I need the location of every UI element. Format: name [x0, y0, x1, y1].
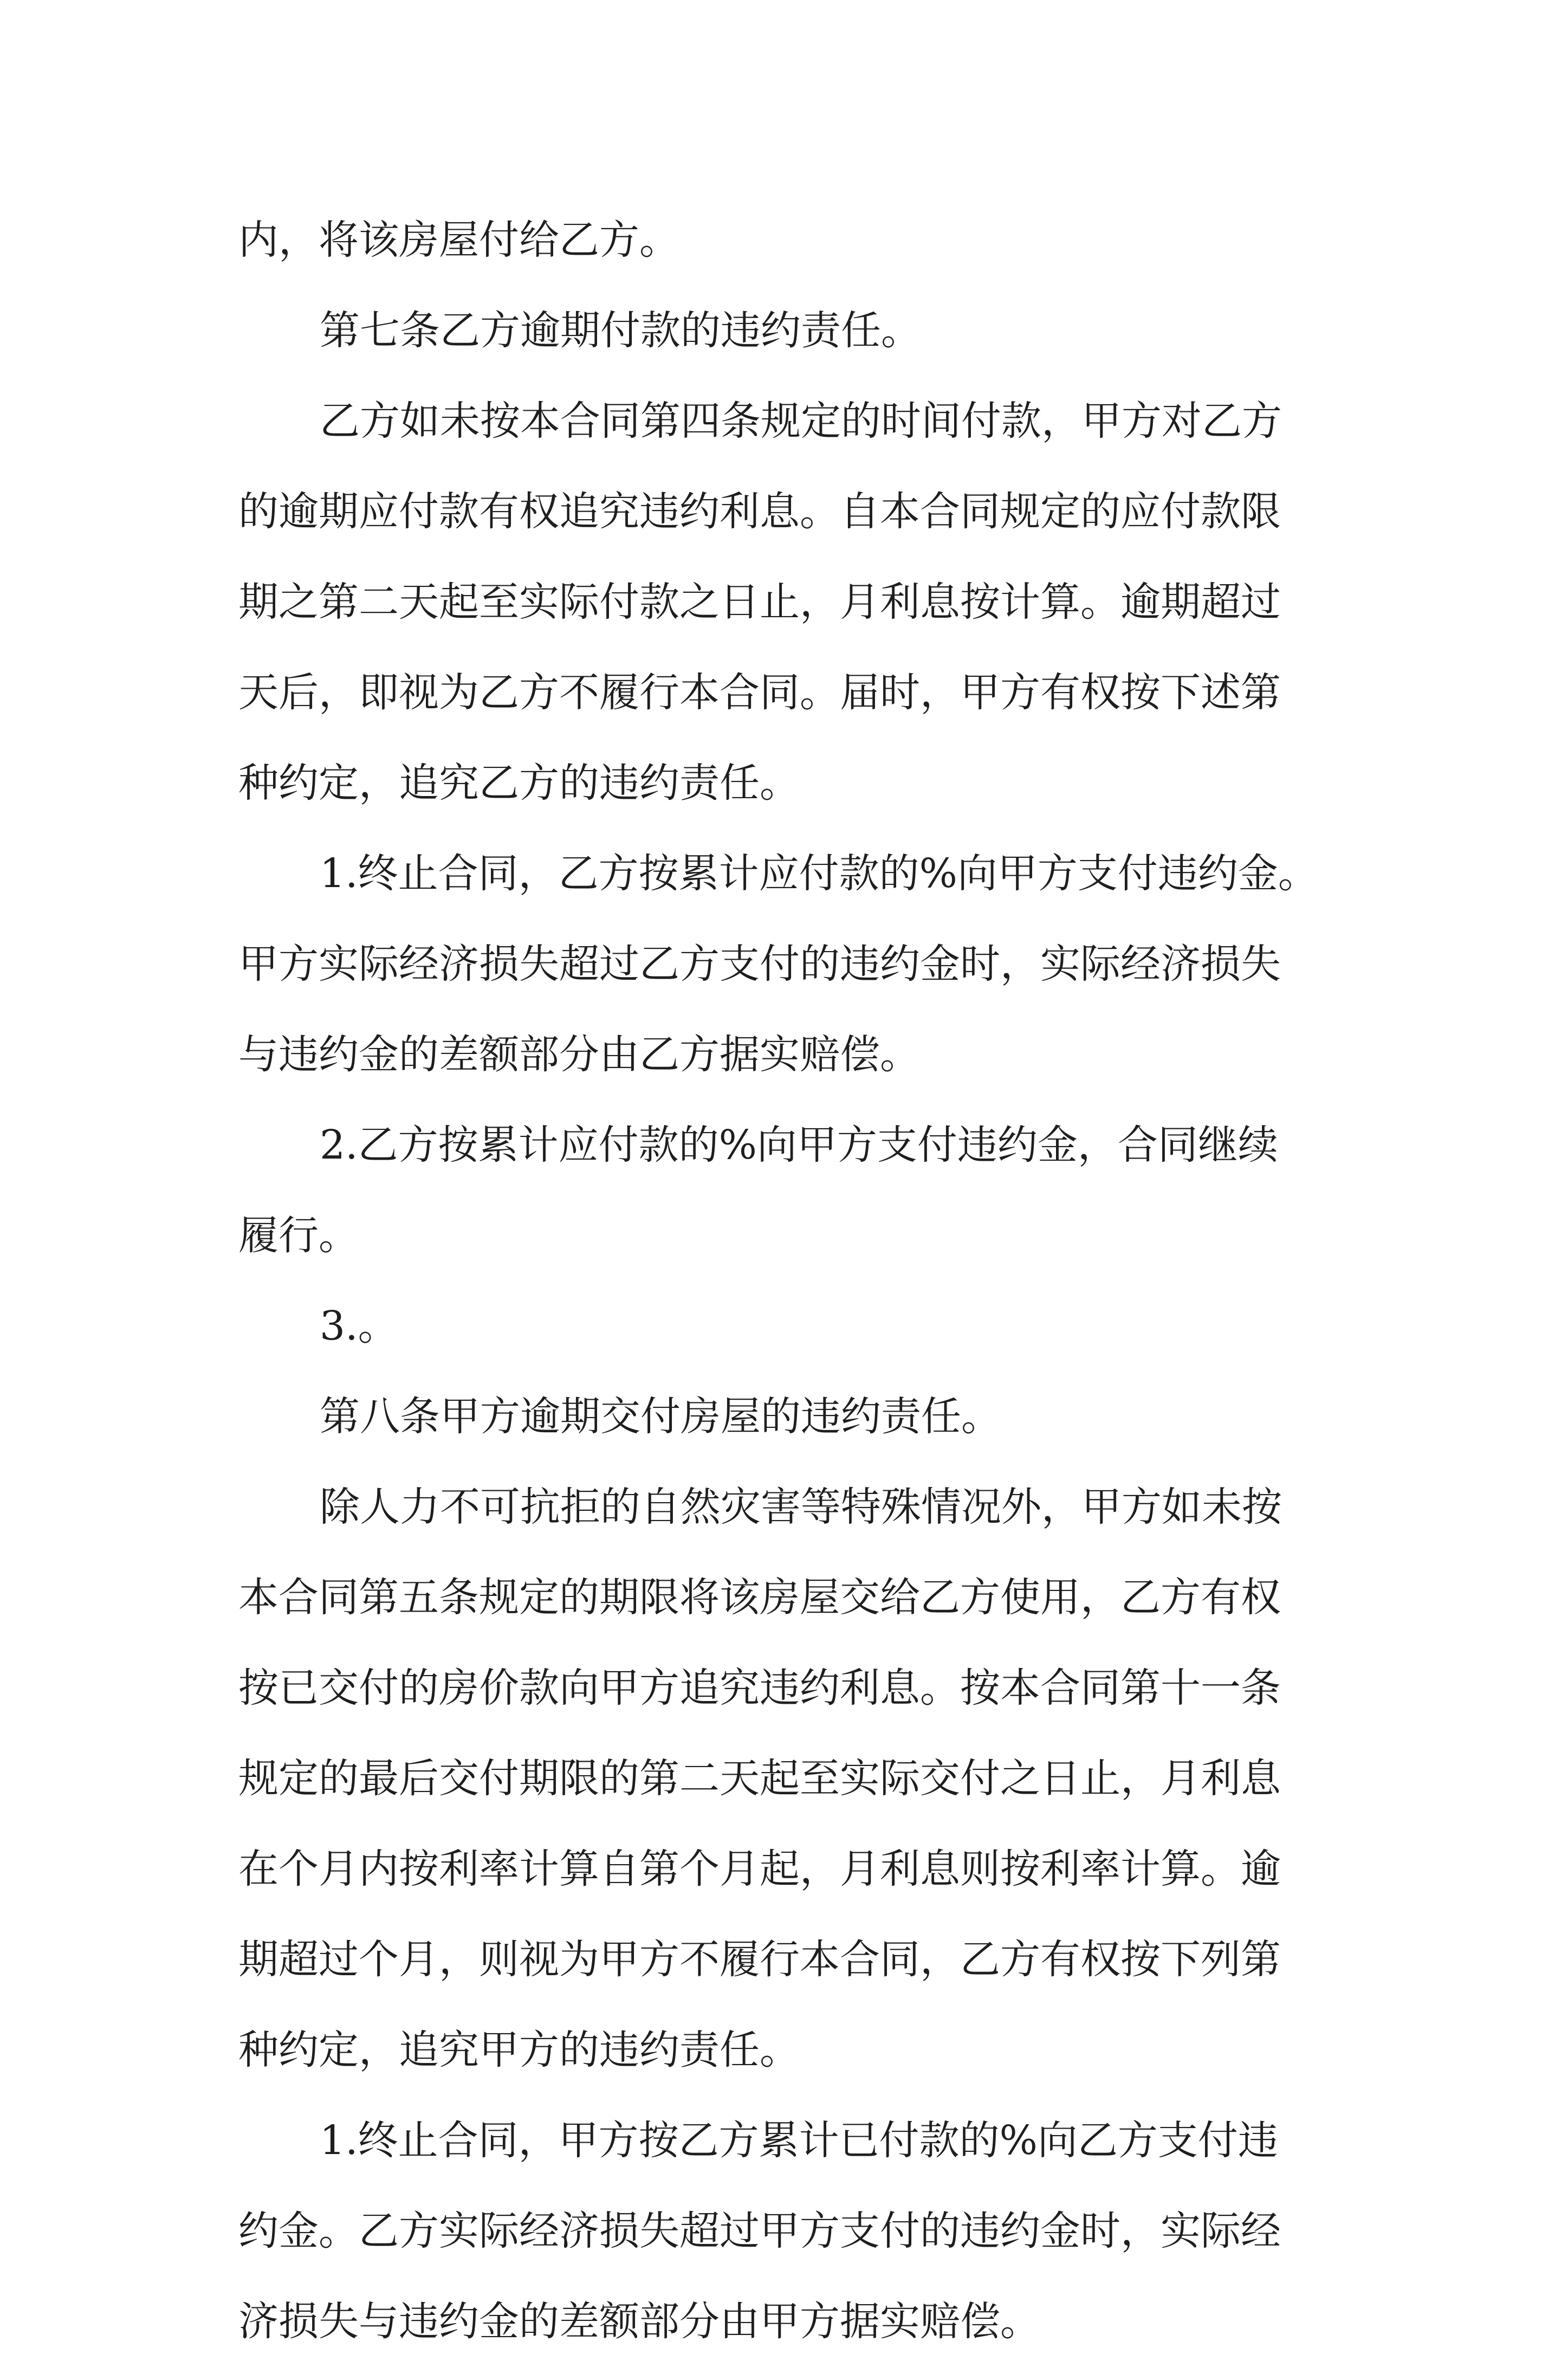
paragraph-first-line: 1.终止合同，乙方按累计应付款的%向甲方支付违约金。	[320, 850, 1318, 897]
paragraph-line: 约金。乙方实际经济损失超过甲方支付的违约金时，实际经	[238, 2208, 1281, 2254]
paragraph-line: 与违约金的差额部分由乙方据实赔偿。	[238, 1031, 920, 1078]
paragraph-line: 天后，即视为乙方不履行本合同。届时，甲方有权按下述第	[238, 669, 1281, 716]
paragraph-line: 甲方实际经济损失超过乙方支付的违约金时，实际经济损失	[238, 941, 1281, 987]
contract-text-body	[238, 195, 1338, 2367]
paragraph-line: 种约定，追究甲方的违约责任。	[238, 2027, 800, 2073]
paragraph-first-line: 3.。	[320, 1303, 398, 1349]
paragraph-line: 种约定，追究乙方的违约责任。	[238, 760, 800, 806]
paragraph-first-line: 1.终止合同，甲方按乙方累计已付款的%向乙方支付违	[320, 2117, 1278, 2164]
paragraph-first-line: 第八条甲方逾期交付房屋的违约责任。	[320, 1393, 1001, 1440]
paragraph-line: 期之第二天起至实际付款之日止，月利息按计算。逾期超过	[238, 579, 1281, 625]
paragraph-line: 按已交付的房价款向甲方追究违约利息。按本合同第十一条	[238, 1665, 1281, 1711]
paragraph-line: 期超过个月，则视为甲方不履行本合同，乙方有权按下列第	[238, 1936, 1281, 1983]
paragraph-line: 履行。	[238, 1212, 359, 1259]
paragraph-first-line: 第七条乙方逾期付款的违约责任。	[320, 307, 921, 354]
paragraph-line: 的逾期应付款有权追究违约利息。自本合同规定的应付款限	[238, 488, 1281, 535]
paragraph-line: 规定的最后交付期限的第二天起至实际交付之日止，月利息	[238, 1755, 1281, 1802]
paragraph-line: 内，将该房屋付给乙方。	[238, 217, 679, 263]
paragraph-first-line: 乙方如未按本合同第四条规定的时间付款，甲方对乙方	[320, 398, 1282, 444]
paragraph-first-line: 除人力不可抗拒的自然灾害等特殊情况外，甲方如未按	[320, 1484, 1282, 1530]
paragraph-line: 在个月内按利率计算自第个月起，月利息则按利率计算。逾	[238, 1846, 1281, 1892]
paragraph-line: 本合同第五条规定的期限将该房屋交给乙方使用，乙方有权	[238, 1574, 1281, 1621]
paragraph-first-line: 2.乙方按累计应付款的%向甲方支付违约金，合同继续	[320, 1122, 1278, 1168]
paragraph-line: 济损失与违约金的差额部分由甲方据实赔偿。	[238, 2298, 1040, 2345]
